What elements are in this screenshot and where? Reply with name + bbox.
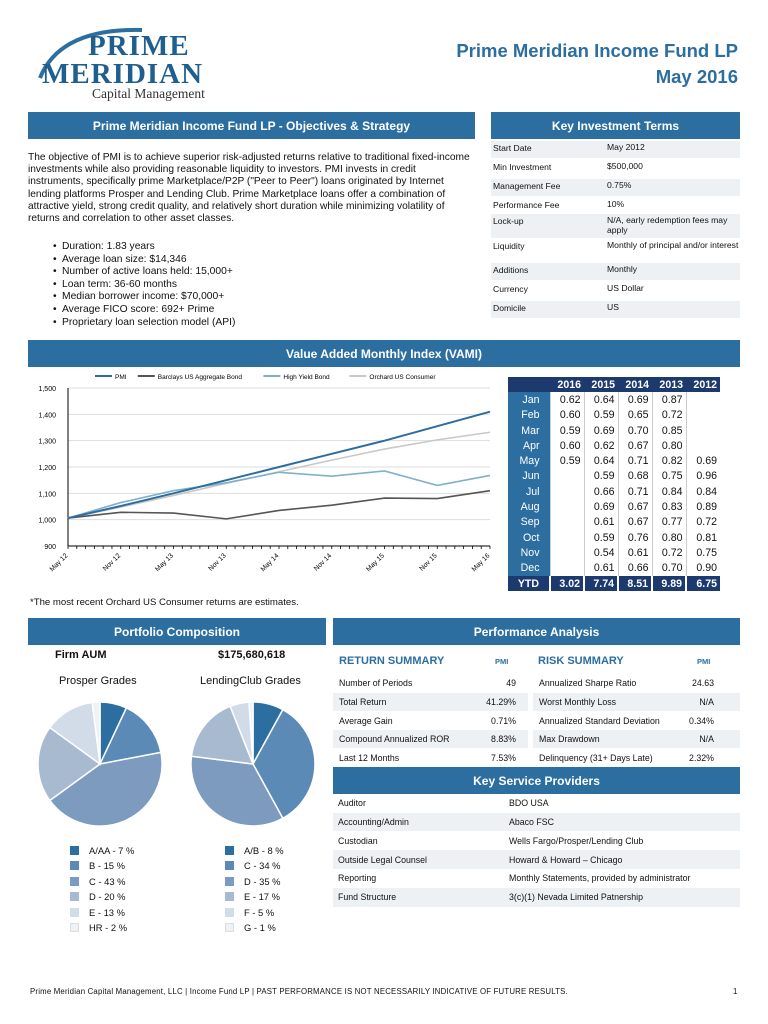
ytd-cell: 8.51 xyxy=(618,576,652,591)
return-cell: 0.89 xyxy=(686,499,720,514)
x-tick-label: Nov 15 xyxy=(418,552,439,573)
legend-label: E - 17 % xyxy=(244,891,280,902)
logo-line1: PRIME xyxy=(88,30,190,62)
terms-value: 0.75% xyxy=(607,180,632,190)
objectives-paragraph: The objective of PMI is to achieve superior risk-adjusted returns relative to traditional fixed-income investments while also providing reasonable liquidity to investors. PMI invests in credit instruments, specifically prime Marketplace/P2P ("Peer to Peer") loans originated by Internet lending platforms Prosper and Lending Club. Prime Marketplace loans offer a combination of attractive yield, strong credit quality, and relatively short duration while minimizing volatility of returns and correlation to other asset classes. xyxy=(28,152,470,225)
returns-row xyxy=(508,499,720,514)
objective-bullet: • Average loan size: $14,346 xyxy=(52,254,452,267)
legend-row xyxy=(70,843,134,857)
provider-key: Custodian xyxy=(338,835,378,846)
provider-key: Reporting xyxy=(338,873,377,884)
y-tick-label: 1,200 xyxy=(38,465,56,472)
legend-swatch xyxy=(225,846,234,855)
vami-header xyxy=(28,340,740,367)
return-key: Number of Periods xyxy=(339,678,413,688)
x-tick-label: Nov 14 xyxy=(312,552,334,573)
return-cell: 0.66 xyxy=(618,561,652,576)
return-cell: 0.70 xyxy=(618,423,652,438)
terms-row xyxy=(491,239,740,256)
month-label: Nov xyxy=(508,545,550,560)
month-label: Jun xyxy=(508,469,550,484)
objectives-heading: Prime Meridian Income Fund LP - Objectives & Strategy xyxy=(92,118,411,133)
legend-swatch xyxy=(70,877,79,886)
return-cell: 0.54 xyxy=(584,545,618,560)
terms-key: Liquidity xyxy=(493,241,525,251)
terms-row xyxy=(491,263,740,280)
provider-value: 3(c)(1) Nevada Limited Patnership xyxy=(509,892,643,903)
performance-heading: Performance Analysis xyxy=(473,624,600,639)
legend-row xyxy=(225,874,280,888)
legend-label: High Yield Bond xyxy=(283,374,330,381)
legend-row xyxy=(225,905,274,919)
return-cell: 0.60 xyxy=(550,438,584,453)
legend-label: HR - 2 % xyxy=(89,922,128,933)
y-tick-label: 1,100 xyxy=(38,491,56,499)
return-value: 41.29% xyxy=(486,696,516,707)
terms-value: N/A, early redemption fees may apply xyxy=(607,215,728,235)
return-cell: 0.69 xyxy=(584,499,618,514)
legend-row xyxy=(225,843,284,857)
return-cell: 0.75 xyxy=(652,469,686,484)
legend-row xyxy=(225,859,280,873)
providers-header xyxy=(333,767,740,794)
legend-swatch xyxy=(70,892,79,901)
returns-row xyxy=(508,392,720,407)
legend-swatch xyxy=(70,923,79,932)
year-header: 2013 xyxy=(652,377,686,392)
x-tick-label: Nov 13 xyxy=(207,552,228,573)
ytd-row xyxy=(508,576,720,591)
provider-row xyxy=(333,832,740,851)
legend-label: E - 13 % xyxy=(89,906,125,918)
return-cell: 0.83 xyxy=(652,499,686,514)
return-cell: 0.80 xyxy=(652,530,686,545)
terms-value: 10% xyxy=(607,199,625,209)
page-number: 1 xyxy=(733,987,738,996)
series-line xyxy=(68,412,490,518)
return-cell: 0.96 xyxy=(686,469,720,484)
aum-value: $175,680,618 xyxy=(218,649,286,661)
year-header: 2014 xyxy=(618,377,652,392)
legend-label: A/B - 8 % xyxy=(244,844,284,856)
return-cell: 0.66 xyxy=(584,484,618,499)
risk-value: 24.63 xyxy=(691,678,714,688)
provider-key: Accounting/Admin xyxy=(338,817,409,828)
x-tick-label: May 14 xyxy=(259,552,281,574)
risk-row xyxy=(533,730,740,749)
legend-swatch xyxy=(225,923,234,932)
legend-swatch xyxy=(70,861,79,870)
return-cell: 0.85 xyxy=(652,423,686,438)
risk-value: 2.32% xyxy=(689,753,714,764)
lendingclub-pie-chart xyxy=(189,700,317,828)
prosper-title: Prosper Grades xyxy=(59,675,137,687)
return-cell: 0.68 xyxy=(618,469,652,484)
legend-row xyxy=(70,890,125,904)
returns-row xyxy=(508,408,720,423)
return-summary-title: RETURN SUMMARY xyxy=(339,655,445,667)
risk-summary-title: RISK SUMMARY xyxy=(538,655,624,667)
risk-col-header: PMI xyxy=(697,657,711,666)
return-cell: 0.70 xyxy=(652,561,686,576)
year-header: 2012 xyxy=(686,377,720,392)
y-tick-label: 1,500 xyxy=(38,386,56,393)
portfolio-heading: Portfolio Composition xyxy=(114,624,240,639)
x-tick-label: Nov 12 xyxy=(101,552,123,573)
legend-swatch xyxy=(70,846,79,855)
provider-row xyxy=(333,888,740,907)
risk-row xyxy=(533,712,740,731)
ytd-cell: 7.74 xyxy=(584,576,618,591)
returns-header-row xyxy=(508,377,720,392)
return-cell: 0.69 xyxy=(584,423,618,438)
legend-swatch xyxy=(225,908,234,917)
return-cell: 0.59 xyxy=(550,423,584,438)
return-value: 49 xyxy=(506,678,516,688)
return-cell xyxy=(550,515,584,530)
y-tick-label: 1,000 xyxy=(38,517,56,525)
month-label: Aug xyxy=(508,499,550,514)
return-cell: 0.82 xyxy=(652,453,686,468)
x-tick-label: May 16 xyxy=(470,552,492,574)
provider-key: Auditor xyxy=(338,798,366,809)
return-col-header: PMI xyxy=(495,657,509,666)
return-cell xyxy=(550,499,584,514)
provider-value: Abaco FSC xyxy=(509,817,554,828)
provider-key: Outside Legal Counsel xyxy=(338,854,428,865)
risk-row xyxy=(533,693,740,712)
year-header: 2016 xyxy=(550,377,584,392)
objective-bullet: • Average FICO score: 692+ Prime xyxy=(52,304,452,317)
legend-row xyxy=(225,890,280,904)
return-cell: 0.69 xyxy=(686,453,720,468)
legend-label: A/AA - 7 % xyxy=(89,844,135,856)
vami-footnote: *The most recent Orchard US Consumer returns are estimates. xyxy=(30,597,299,608)
y-tick-label: 1,400 xyxy=(38,412,56,420)
returns-row xyxy=(508,484,720,499)
return-cell: 0.72 xyxy=(652,545,686,560)
return-row xyxy=(333,730,528,749)
legend-swatch xyxy=(225,861,234,870)
return-cell: 0.72 xyxy=(652,408,686,423)
legend-swatch xyxy=(225,892,234,901)
return-cell xyxy=(686,392,720,407)
return-cell: 0.60 xyxy=(550,408,584,423)
returns-row xyxy=(508,423,720,438)
legend-label: B - 15 % xyxy=(89,860,125,871)
x-tick-label: May 12 xyxy=(48,552,70,574)
risk-row xyxy=(533,674,740,693)
return-cell xyxy=(686,408,720,423)
terms-key: Start Date xyxy=(493,143,532,153)
portfolio-header xyxy=(28,618,326,645)
terms-row xyxy=(491,198,740,215)
month-label: Mar xyxy=(508,423,550,438)
chart-legend xyxy=(95,374,436,381)
terms-value: US Dollar xyxy=(607,283,644,293)
return-row xyxy=(333,674,528,693)
legend-label: PMI xyxy=(115,374,127,381)
terms-row xyxy=(491,214,740,238)
returns-row xyxy=(508,469,720,484)
legend-swatch xyxy=(225,877,234,886)
return-cell: 0.69 xyxy=(618,392,652,407)
legend-label: Orchard US Consumer xyxy=(369,374,436,381)
return-cell: 0.61 xyxy=(584,515,618,530)
y-tick-label: 900 xyxy=(44,544,56,551)
return-row xyxy=(333,712,528,731)
legend-row xyxy=(225,921,276,935)
risk-key: Max Drawdown xyxy=(539,734,600,745)
terms-value: US xyxy=(607,302,619,312)
returns-row xyxy=(508,515,720,530)
provider-row xyxy=(333,869,740,888)
risk-row xyxy=(533,749,740,768)
provider-row xyxy=(333,850,740,869)
return-cell xyxy=(550,484,584,499)
legend-row xyxy=(70,874,125,888)
terms-row xyxy=(491,141,740,158)
legend-row xyxy=(70,921,127,935)
return-cell: 0.71 xyxy=(618,484,652,499)
legend-swatch xyxy=(70,908,79,917)
legend-row xyxy=(70,905,125,919)
ytd-cell: 6.75 xyxy=(686,576,720,591)
provider-value: Monthly Statements, provided by administrator xyxy=(509,873,691,884)
return-value: 0.71% xyxy=(491,715,516,726)
return-cell xyxy=(686,423,720,438)
month-label: Jul xyxy=(508,484,550,499)
month-label: Sep xyxy=(508,515,550,530)
providers-heading: Key Service Providers xyxy=(473,773,600,788)
return-cell: 0.75 xyxy=(686,545,720,560)
prosper-pie-chart xyxy=(36,700,164,828)
terms-key: Additions xyxy=(493,265,529,275)
terms-row xyxy=(491,160,740,177)
return-cell: 0.65 xyxy=(618,408,652,423)
return-cell xyxy=(550,545,584,560)
risk-key: Worst Monthly Loss xyxy=(539,696,617,707)
return-cell: 0.62 xyxy=(584,438,618,453)
terms-key: Performance Fee xyxy=(493,200,560,210)
x-tick-label: May 15 xyxy=(365,552,386,574)
terms-row xyxy=(491,179,740,196)
provider-value: BDO USA xyxy=(509,798,549,809)
legend-label: D - 20 % xyxy=(89,891,126,902)
objectives-header xyxy=(28,112,475,139)
return-cell: 0.80 xyxy=(652,438,686,453)
terms-row xyxy=(491,282,740,299)
footer-disclaimer: Prime Meridian Capital Management, LLC | Income Fund LP | PAST PERFORMANCE IS NOT NECESSARILY INDICATIVE OF FUTURE RESULTS. xyxy=(30,987,568,996)
series-line xyxy=(68,432,490,518)
objective-bullet: • Loan term: 36-60 months xyxy=(52,279,452,292)
return-cell: 0.81 xyxy=(686,530,720,545)
return-cell: 0.71 xyxy=(618,453,652,468)
return-cell: 0.64 xyxy=(584,453,618,468)
return-cell: 0.59 xyxy=(550,453,584,468)
risk-key: Annualized Standard Deviation xyxy=(539,715,660,726)
terms-key: Currency xyxy=(493,284,528,294)
returns-row xyxy=(508,438,720,453)
return-cell: 0.90 xyxy=(686,561,720,576)
month-label: Oct xyxy=(508,530,550,545)
provider-value: Wells Fargo/Prosper/Lending Club xyxy=(509,835,644,846)
return-key: Average Gain xyxy=(339,715,393,726)
terms-key: Management Fee xyxy=(493,181,561,191)
return-row xyxy=(333,749,528,768)
return-cell: 0.67 xyxy=(618,499,652,514)
y-tick-label: 1,300 xyxy=(38,438,56,446)
return-cell: 0.59 xyxy=(584,469,618,484)
performance-header xyxy=(333,618,740,645)
provider-row xyxy=(333,813,740,832)
company-logo xyxy=(30,20,240,105)
return-cell: 0.67 xyxy=(618,515,652,530)
terms-value: $500,000 xyxy=(607,161,643,171)
legend-label: C - 43 % xyxy=(89,875,126,887)
returns-row xyxy=(508,530,720,545)
terms-value: Monthly of principal and/or interest xyxy=(607,240,739,250)
report-date: May 2016 xyxy=(655,66,738,87)
return-cell: 0.64 xyxy=(584,392,618,407)
return-cell: 0.87 xyxy=(652,392,686,407)
risk-value: 0.34% xyxy=(689,715,714,726)
objective-bullet: • Proprietary loan selection model (API) xyxy=(52,317,452,330)
terms-value: May 2012 xyxy=(607,142,645,152)
ytd-label: YTD xyxy=(508,576,550,591)
returns-row xyxy=(508,453,720,468)
page-title: Prime Meridian Income Fund LP xyxy=(456,40,738,61)
risk-value: N/A xyxy=(699,696,714,707)
return-cell: 0.67 xyxy=(618,438,652,453)
legend-label: C - 34 % xyxy=(244,860,281,871)
return-cell: 0.72 xyxy=(686,515,720,530)
legend-label: Barclays US Aggregate Bond xyxy=(157,374,243,381)
return-cell: 0.62 xyxy=(550,392,584,407)
provider-row xyxy=(333,794,740,813)
return-cell: 0.84 xyxy=(686,484,720,499)
monthly-returns-table xyxy=(508,377,720,591)
month-label: May xyxy=(508,453,550,468)
return-cell xyxy=(550,469,584,484)
return-key: Last 12 Months xyxy=(339,753,400,764)
return-value: 7.53% xyxy=(491,753,516,764)
corner-cell xyxy=(508,377,550,392)
month-label: Jan xyxy=(508,392,550,407)
legend-label: D - 35 % xyxy=(244,875,281,887)
return-cell: 0.61 xyxy=(618,545,652,560)
risk-value: N/A xyxy=(699,734,714,745)
objective-bullet: • Number of active loans held: 15,000+ xyxy=(52,266,452,279)
terms-value: Monthly xyxy=(607,264,638,274)
legend-row xyxy=(70,859,125,873)
returns-row xyxy=(508,545,720,560)
aum-label: Firm AUM xyxy=(55,649,107,661)
objectives-bullets xyxy=(52,241,452,329)
terms-row xyxy=(491,301,740,318)
return-cell: 0.59 xyxy=(584,530,618,545)
risk-key: Delinquency (31+ Days Late) xyxy=(539,753,653,764)
provider-value: Howard & Howard – Chicago xyxy=(509,854,623,865)
legend-label: G - 1 % xyxy=(244,922,276,933)
terms-header xyxy=(491,112,740,139)
terms-heading: Key Investment Terms xyxy=(551,118,680,133)
logo-line2: MERIDIAN xyxy=(42,58,204,90)
lc-title: LendingClub Grades xyxy=(200,675,301,687)
month-label: Feb xyxy=(508,408,550,423)
return-cell: 0.77 xyxy=(652,515,686,530)
returns-row xyxy=(508,561,720,576)
vami-chart xyxy=(28,368,500,590)
ytd-cell: 9.89 xyxy=(652,576,686,591)
terms-key: Min Investment xyxy=(493,162,552,172)
return-cell: 0.59 xyxy=(584,408,618,423)
ytd-cell: 3.02 xyxy=(550,576,584,591)
month-label: Dec xyxy=(508,561,550,576)
provider-key: Fund Structure xyxy=(338,892,397,903)
return-key: Compound Annualized ROR xyxy=(339,734,450,745)
vami-heading: Value Added Monthly Index (VAMI) xyxy=(285,346,482,361)
return-cell xyxy=(550,561,584,576)
objective-bullet: • Median borrower income: $70,000+ xyxy=(52,291,452,304)
terms-key: Domicile xyxy=(493,303,526,313)
return-cell: 0.84 xyxy=(652,484,686,499)
logo-line3: Capital Management xyxy=(92,86,205,101)
terms-key: Lock-up xyxy=(493,216,524,226)
return-key: Total Return xyxy=(339,696,387,707)
legend-label: F - 5 % xyxy=(244,906,275,918)
risk-key: Annualized Sharpe Ratio xyxy=(539,678,637,688)
month-label: Apr xyxy=(508,438,550,453)
return-value: 8.83% xyxy=(491,734,516,745)
return-cell xyxy=(686,438,720,453)
return-row xyxy=(333,693,528,712)
return-cell xyxy=(550,530,584,545)
return-cell: 0.61 xyxy=(584,561,618,576)
return-cell: 0.76 xyxy=(618,530,652,545)
objective-bullet: • Duration: 1.83 years xyxy=(52,241,452,254)
x-tick-label: May 13 xyxy=(154,552,175,574)
year-header: 2015 xyxy=(584,377,618,392)
